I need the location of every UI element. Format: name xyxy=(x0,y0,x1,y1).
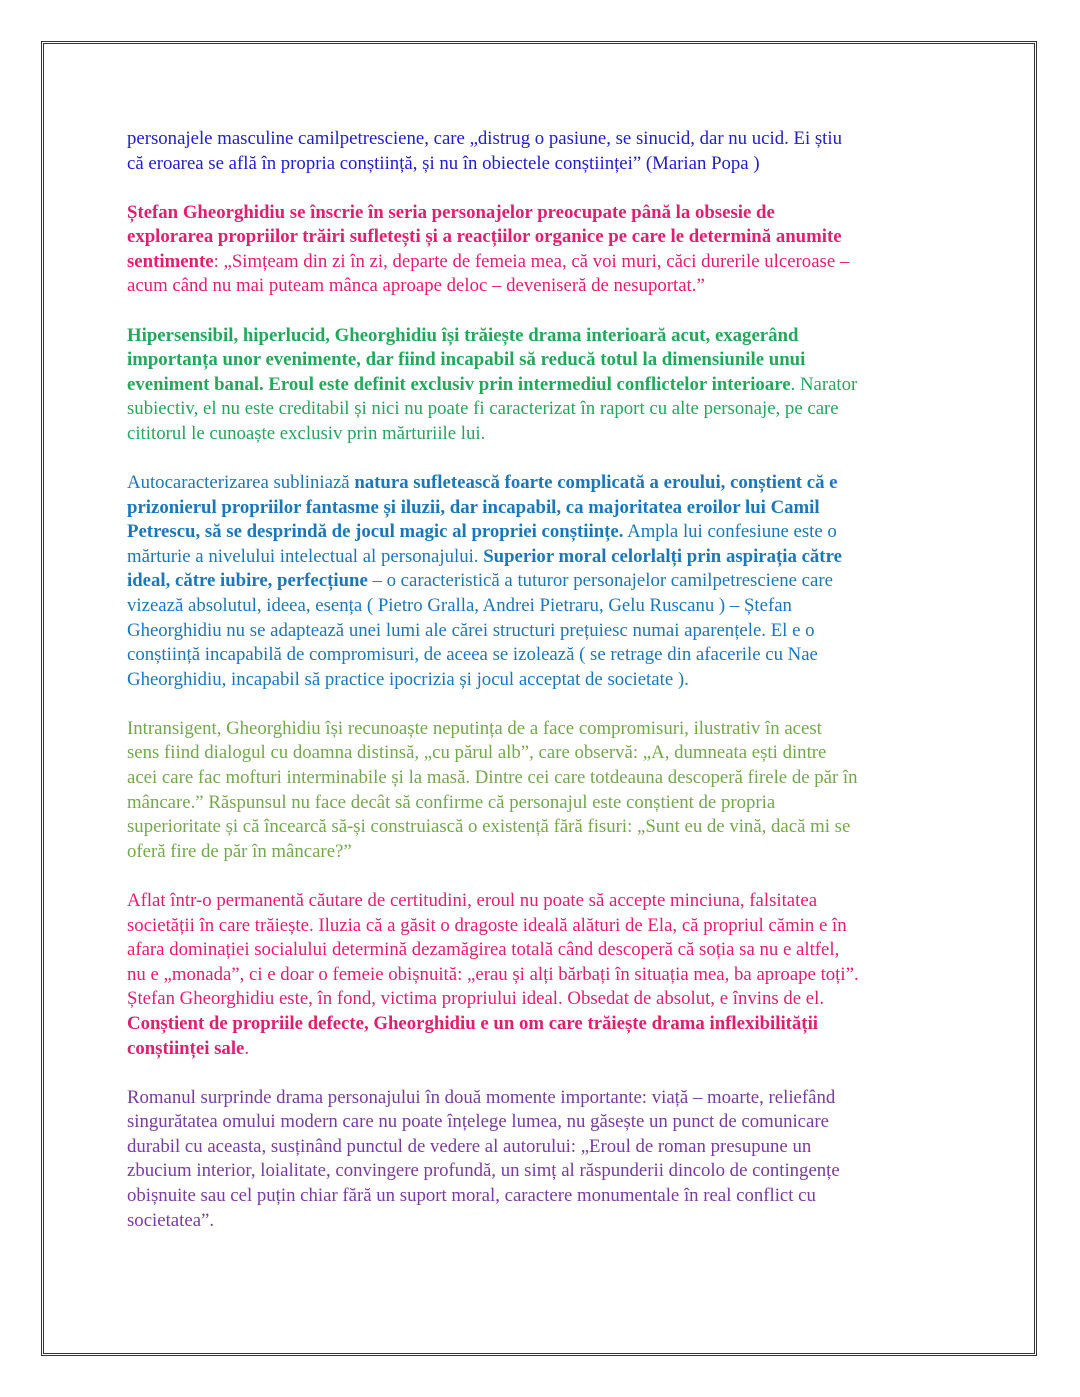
paragraph-6-bold: Conștient de propriile defecte, Gheorghidiu e un om care trăiește drama inflexibilității conștiinței sale xyxy=(127,1012,818,1059)
paragraph-7 xyxy=(127,1086,957,1234)
paragraph-2-text: : „Simțeam din zi în zi, departe de femeia mea, că voi muri, căci durerile ulceroase – acum când nu mai puteam mânca aproape deloc – deveniseră de nesuportat.” xyxy=(127,250,850,297)
paragraph-5 xyxy=(127,717,957,865)
paragraph-2 xyxy=(127,201,957,299)
document-body xyxy=(127,127,957,1258)
paragraph-4 xyxy=(127,471,957,692)
paragraph-1 xyxy=(127,127,957,176)
paragraph-4-text-a: Autocaracterizarea subliniază xyxy=(127,472,355,494)
paragraph-4-bold-b: natura sufletească foarte complicată a eroului, conștient că e prizonierul propriilor fantasme și iluzii, dar incapabil, ca majoritatea eroilor lui Camil Petrescu, să se desprindă de jocul magic al propriei conștiințe. xyxy=(127,472,838,543)
paragraph-7-text: Romanul surprinde drama personajului în două momente importante: viață – moarte, reliefând singurătatea omului modern care nu poate înțelege lumea, nu găsește un punct de comunicare durabil cu aceasta, susținând punctul de vedere al autorului: „Eroul de roman presupune un zbucium interior, loialitate, convingere profundă, un simț al răspunderii dincolo de contingențe obișnuite sau cel puțin chiar fără un suport moral, caractere monumentale în real conflict cu societatea”. xyxy=(127,1086,840,1231)
paragraph-3-bold: Hipersensibil, hiperlucid, Gheorghidiu își trăiește drama interioară acut, exagerând importanța unor evenimente, dar fiind incapabil să reducă totul la dimensiunile unui eveniment banal. Eroul este definit exclusiv prin intermediul conflictelor interioare xyxy=(127,324,806,395)
paragraph-3 xyxy=(127,324,957,447)
paragraph-4-bold-d: Superior moral celorlalți prin aspirația către ideal, către iubire, perfecțiune xyxy=(127,545,842,592)
paragraph-6-end: . xyxy=(244,1037,250,1059)
paragraph-2-bold: Ștefan Gheorghidiu se înscrie în seria personajelor preocupate până la obsesie de explorarea propriilor trăiri sufletești și a reacțiilor organice pe care le determină anumite sentimente xyxy=(127,201,842,272)
paragraph-6 xyxy=(127,889,957,1061)
paragraph-5-text: Intransigent, Gheorghidiu își recunoaște neputința de a face compromisuri, ilustrativ în acest sens fiind dialogul cu doamna distinsă, „cu părul alb”, care observă: „A, dumneata ești dintre acei care fac mofturi interminabile și la masă. Dintre cei care totdeauna descoperă firele de păr în mâncare.” Răspunsul nu face decât să confirme că personajul este conștient de propria superioritate și că încearcă să-și construiască o existență fără fisuri: „Sunt eu de vină, dacă mi se oferă fire de păr în mâncare?” xyxy=(127,717,858,862)
paragraph-6-text: Aflat într-o permanentă căutare de certitudini, eroul nu poate să accepte minciuna, falsitatea societății în care trăiește. Iluzia că a găsit o dragoste ideală alături de Ela, că propriul cămin e în afara dominației socialului determină dezamăgirea totală când descoperă că soția sa nu e altfel, nu e „monada”, ci e doar o femeie obișnuită: „erau și alți bărbați în situația mea, ba aproape toți”. Ștefan Gheorghidiu este, în fond, victima propriului ideal. Obsedat de absolut, e învins de el. xyxy=(127,889,859,1010)
paragraph-4-text-c: Ampla lui confesiune este o mărturie a nivelului intelectual al personajului. xyxy=(127,521,837,567)
paragraph-3-text: . Narator subiectiv, el nu este creditabil și nici nu poate fi caracterizat în raport cu alte personaje, pe care cititorul le cunoaște exclusiv prin mărturiile lui. xyxy=(127,373,858,444)
paragraph-4-text-e: – o caracteristică a tuturor personajelor camilpetresciene care vizează absolutul, ideea, esența ( Pietro Gralla, Andrei Pietraru, Gelu Ruscanu ) – Ștefan Gheorghidiu nu se adaptează unei lumi ale cărei structuri prețuiesc numai aparențele. El e o conștiință incapabilă de compromisuri, de aceea se izolează ( se retrage din afacerile cu Nae Gheorghidiu, incapabil să practice ipocrizia și jocul acceptat de societate ). xyxy=(127,570,833,690)
paragraph-1-text: personajele masculine camilpetresciene, care „distrug o pasiune, se sinucid, dar nu ucid. Ei știu că eroarea se află în propria conștiință, și nu în obiectele conștiinței” (Marian Popa ) xyxy=(127,128,843,174)
